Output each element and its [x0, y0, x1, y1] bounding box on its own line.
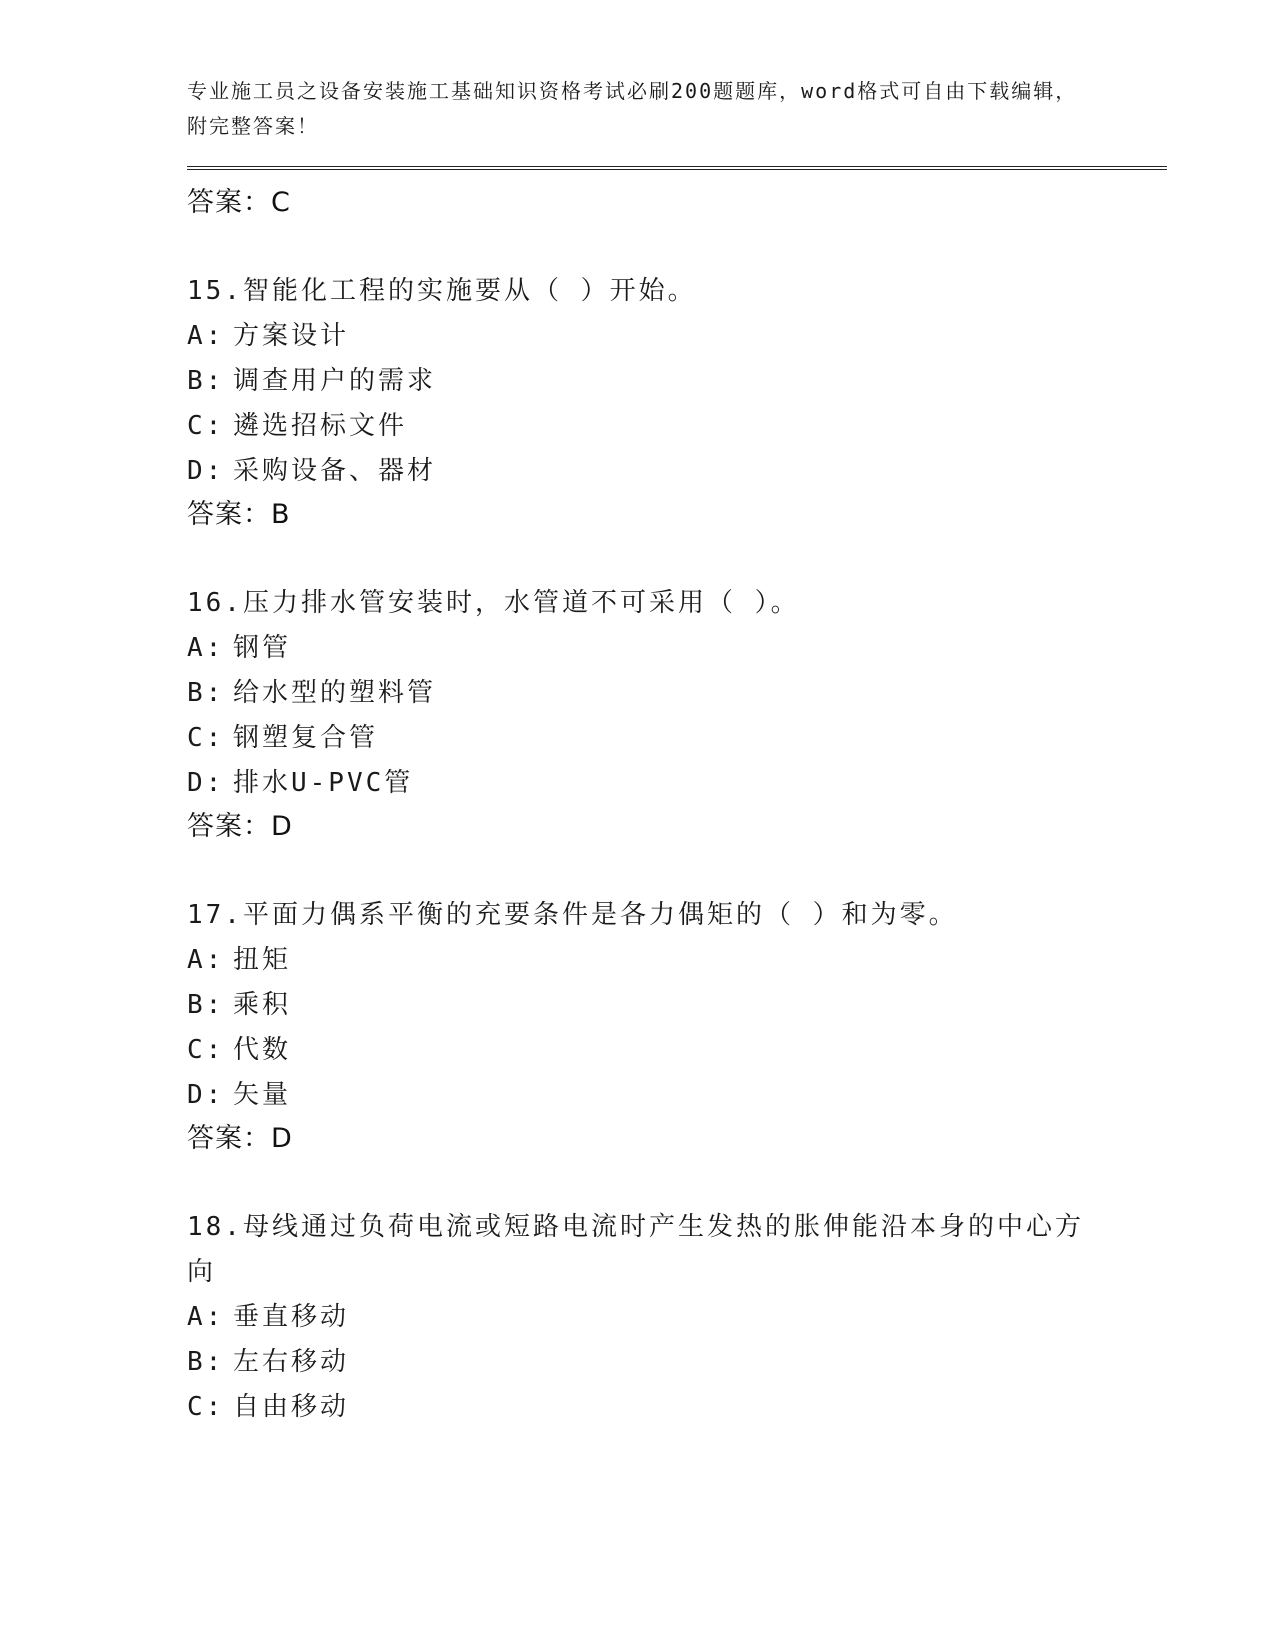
option-text: 代数: [233, 1035, 292, 1065]
option-letter: C:: [187, 723, 225, 753]
question-stem: 17.平面力偶系平衡的充要条件是各力偶矩的（ ）和为零。: [187, 900, 958, 930]
option-letter: B:: [187, 366, 225, 396]
option-a: [187, 626, 1167, 671]
question-stem: 18.母线通过负荷电流或短路电流时产生发热的胀伸能沿本身的中心方向: [187, 1212, 1084, 1287]
option-a: [187, 314, 1167, 359]
option-b: [187, 359, 1167, 404]
option-text: 调查用户的需求: [233, 366, 437, 396]
option-text: 给水型的塑料管: [233, 678, 437, 708]
option-letter: B:: [187, 1347, 225, 1377]
option-text: 钢塑复合管: [233, 723, 379, 753]
option-a: [187, 938, 1167, 983]
option-letter: C:: [187, 1392, 225, 1422]
question-18: [187, 1205, 1167, 1430]
option-c: [187, 404, 1167, 449]
option-text: 左右移动: [233, 1347, 350, 1377]
document-header: 专业施工员之设备安装施工基础知识资格考试必刷200题题库，word格式可自由下载编辑，附完整答案！: [187, 79, 1078, 138]
option-letter: A:: [187, 1302, 225, 1332]
option-d: [187, 1073, 1167, 1118]
option-letter: B:: [187, 678, 225, 708]
option-letter: C:: [187, 1035, 225, 1065]
option-text: 遴选招标文件: [233, 411, 408, 441]
question-stem: 15.智能化工程的实施要从（ ）开始。: [187, 276, 697, 306]
option-text: 方案设计: [233, 321, 350, 351]
option-text: 扭矩: [233, 945, 292, 975]
option-letter: D:: [187, 456, 225, 486]
option-c: [187, 1028, 1167, 1073]
header-divider: [187, 166, 1167, 170]
option-d: [187, 761, 1167, 806]
option-a: [187, 1295, 1167, 1340]
option-letter: A:: [187, 633, 225, 663]
option-b: [187, 671, 1167, 716]
question-16: [187, 581, 1167, 848]
question-stem: 16.压力排水管安装时，水管道不可采用（ ）。: [187, 588, 800, 618]
option-letter: D:: [187, 1080, 225, 1110]
option-letter: A:: [187, 321, 225, 351]
option-letter: A:: [187, 945, 225, 975]
document-page: [187, 0, 1167, 1430]
option-b: [187, 983, 1167, 1028]
option-c: [187, 716, 1167, 761]
option-letter: D:: [187, 768, 225, 798]
question-17: [187, 893, 1167, 1160]
option-c: [187, 1385, 1167, 1430]
option-text: 排水U-PVC管: [233, 768, 414, 798]
option-b: [187, 1340, 1167, 1385]
option-letter: B:: [187, 990, 225, 1020]
option-text: 采购设备、器材: [233, 456, 437, 486]
question-15: [187, 269, 1167, 536]
option-letter: C:: [187, 411, 225, 441]
answer-prev: 答案：C: [187, 187, 291, 218]
option-text: 钢管: [233, 633, 292, 663]
option-text: 自由移动: [233, 1392, 350, 1422]
answer: 答案：D: [187, 811, 293, 842]
option-text: 垂直移动: [233, 1302, 350, 1332]
option-text: 乘积: [233, 990, 292, 1020]
option-text: 矢量: [233, 1080, 292, 1110]
option-d: [187, 449, 1167, 494]
answer: 答案：B: [187, 499, 291, 530]
answer: 答案：D: [187, 1123, 293, 1154]
